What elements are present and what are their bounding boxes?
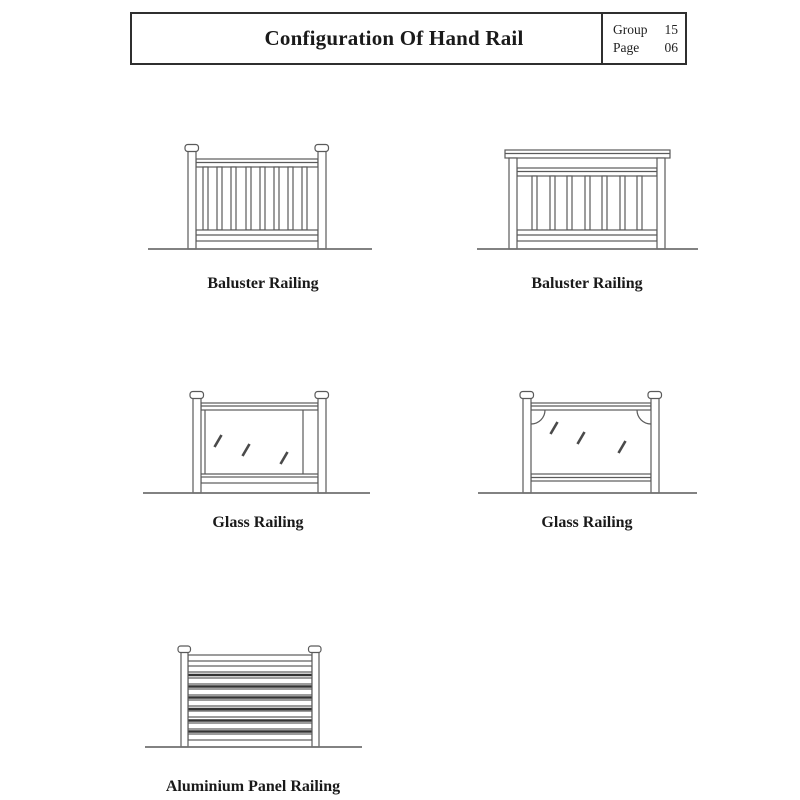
group-value: 15 xyxy=(664,21,678,37)
figure-label: Baluster Railing xyxy=(531,275,643,292)
group-label: Group xyxy=(613,21,648,37)
bottom-rail xyxy=(517,230,657,241)
bottom-rail xyxy=(531,474,651,481)
corner-brackets xyxy=(531,410,651,424)
page-row xyxy=(613,40,678,56)
balusters xyxy=(203,167,307,230)
header-title-cell xyxy=(132,14,601,63)
baluster-railing-2-diagram xyxy=(465,138,705,258)
figure-label: Baluster Railing xyxy=(207,275,319,292)
top-rail xyxy=(531,403,651,410)
figure-label: Aluminium Panel Railing xyxy=(165,778,341,795)
figure-label: Glass Railing xyxy=(212,514,304,531)
glass-railing-2-diagram xyxy=(465,385,705,505)
upper-rail xyxy=(517,168,657,176)
aluminium-panel-railing-diagram xyxy=(140,640,380,760)
glass-panel xyxy=(201,410,318,474)
cap-rail xyxy=(505,150,670,158)
balusters xyxy=(532,176,642,230)
page-title: Configuration Of Hand Rail xyxy=(264,26,524,50)
panel-slats xyxy=(188,655,312,740)
glass-railing-1-diagram xyxy=(140,385,380,505)
page-value: 06 xyxy=(664,39,678,55)
header-meta-cell xyxy=(601,14,685,63)
bottom-rail xyxy=(201,477,318,483)
baluster-railing-1-diagram xyxy=(140,138,380,258)
bottom-rail xyxy=(196,230,318,241)
figure-label: Glass Railing xyxy=(541,514,633,531)
header-box xyxy=(130,12,687,65)
top-rail xyxy=(201,403,318,410)
group-row xyxy=(613,22,678,38)
top-rail xyxy=(196,159,318,167)
glass-panel xyxy=(551,422,626,453)
page-label: Page xyxy=(613,39,640,55)
